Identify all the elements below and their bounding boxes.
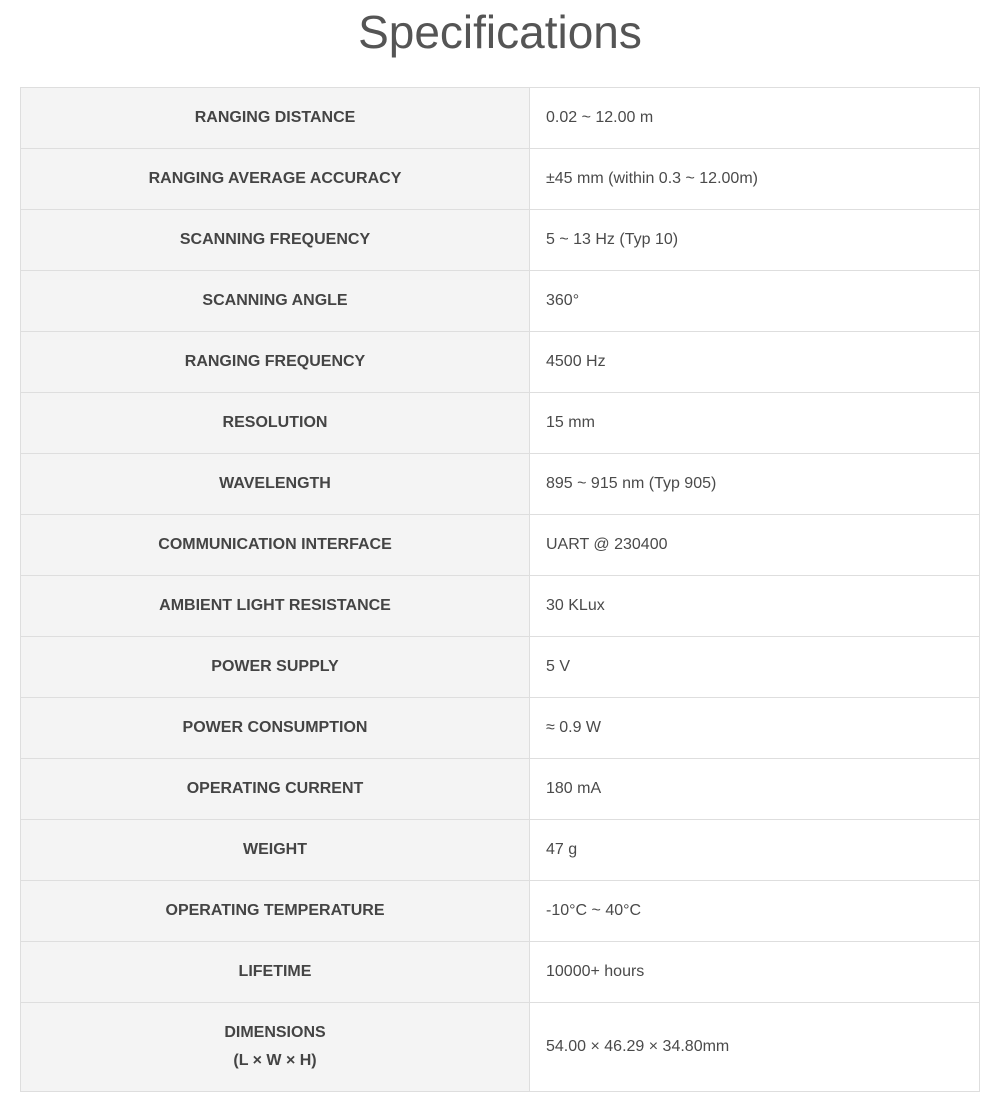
table-row <box>21 149 980 210</box>
table-row <box>21 210 980 271</box>
spec-value: 54.00 × 46.29 × 34.80mm <box>530 1003 980 1092</box>
table-row <box>21 942 980 1003</box>
table-row <box>21 881 980 942</box>
spec-value: 0.02 ~ 12.00 m <box>530 88 980 149</box>
spec-value: 5 ~ 13 Hz (Typ 10) <box>530 210 980 271</box>
spec-label: RANGING FREQUENCY <box>21 332 530 393</box>
spec-label: LIFETIME <box>21 942 530 1003</box>
spec-label <box>21 1003 530 1092</box>
table-row <box>21 271 980 332</box>
spec-value: 15 mm <box>530 393 980 454</box>
spec-label: SCANNING ANGLE <box>21 271 530 332</box>
spec-value: UART @ 230400 <box>530 515 980 576</box>
table-row <box>21 393 980 454</box>
spec-value: 47 g <box>530 820 980 881</box>
spec-value: 10000+ hours <box>530 942 980 1003</box>
spec-value: 30 KLux <box>530 576 980 637</box>
spec-value: 5 V <box>530 637 980 698</box>
spec-value: 4500 Hz <box>530 332 980 393</box>
spec-label: RANGING DISTANCE <box>21 88 530 149</box>
spec-label: SCANNING FREQUENCY <box>21 210 530 271</box>
table-row <box>21 576 980 637</box>
spec-label: WEIGHT <box>21 820 530 881</box>
table-row <box>21 88 980 149</box>
table-row <box>21 759 980 820</box>
spec-label: OPERATING CURRENT <box>21 759 530 820</box>
spec-label: POWER SUPPLY <box>21 637 530 698</box>
table-row <box>21 637 980 698</box>
table-row <box>21 1003 980 1092</box>
spec-value: 180 mA <box>530 759 980 820</box>
table-row <box>21 332 980 393</box>
table-row <box>21 698 980 759</box>
spec-value: ±45 mm (within 0.3 ~ 12.00m) <box>530 149 980 210</box>
spec-label: COMMUNICATION INTERFACE <box>21 515 530 576</box>
page-title: Specifications <box>358 6 642 58</box>
specifications-table <box>20 87 980 1092</box>
spec-label-line1: DIMENSIONS <box>224 1024 326 1041</box>
spec-value: 895 ~ 915 nm (Typ 905) <box>530 454 980 515</box>
spec-value: ≈ 0.9 W <box>530 698 980 759</box>
spec-label: RANGING AVERAGE ACCURACY <box>21 149 530 210</box>
spec-value: -10°C ~ 40°C <box>530 881 980 942</box>
spec-label: WAVELENGTH <box>21 454 530 515</box>
spec-label-line2: (L × W × H) <box>233 1052 317 1069</box>
table-row <box>21 515 980 576</box>
spec-label: AMBIENT LIGHT RESISTANCE <box>21 576 530 637</box>
spec-label: RESOLUTION <box>21 393 530 454</box>
table-row <box>21 454 980 515</box>
table-row <box>21 820 980 881</box>
spec-value: 360° <box>530 271 980 332</box>
spec-label: OPERATING TEMPERATURE <box>21 881 530 942</box>
spec-label: POWER CONSUMPTION <box>21 698 530 759</box>
